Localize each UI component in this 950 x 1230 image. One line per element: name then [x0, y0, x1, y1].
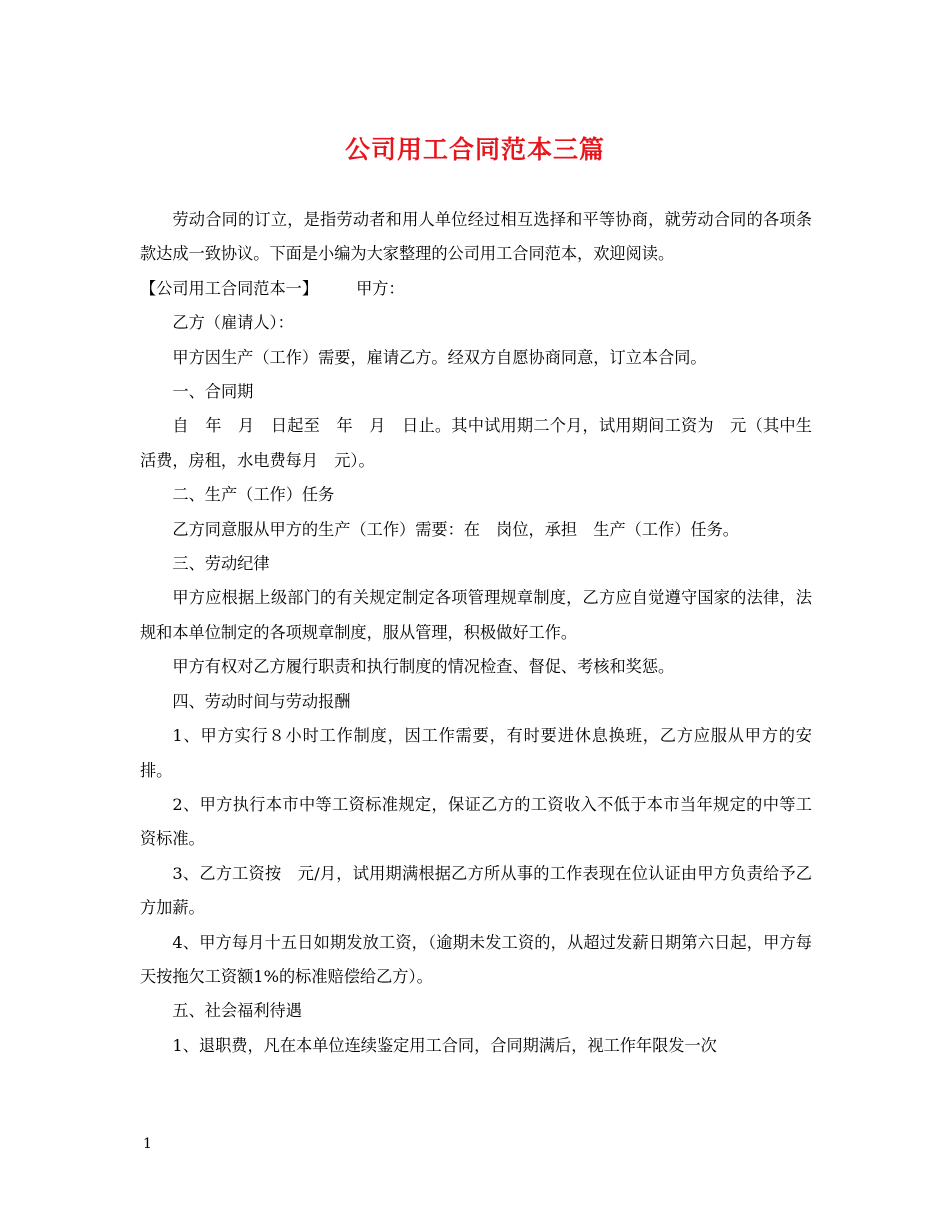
clause-heading-welfare: 五、社会福利待遇 [172, 1001, 302, 1021]
clause-discipline-text-1: 甲方应根据上级部门的有关规定制定各项管理规章制度，乙方应自觉遵守国家的法律，法规和本单位制定的各项规章制度，服从管理，积极做好工作。 [140, 588, 812, 642]
document-title: 公司用工合同范本三篇 [344, 135, 605, 164]
party-b-line: 乙方（雇请人）： [172, 313, 294, 333]
intro-paragraph: 劳动合同的订立，是指劳动者和用人单位经过相互选择和平等协商，就劳动合同的各项条款达成一致协议。下面是小编为大家整理的公司用工合同范本，欢迎阅读。 [140, 210, 812, 264]
page-number: 1 [143, 1136, 152, 1152]
clause-term-text: 自 年 月 日起至 年 月 日止。其中试用期二个月，试用期间工资为 元（其中生活费，房租，水电费每月 元）。 [140, 416, 812, 470]
section-heading-line [140, 272, 812, 306]
clause-task-text: 乙方同意服从甲方的生产（工作）需要：在 岗位，承担 生产（工作）任务。 [172, 519, 739, 539]
clause-heading-term: 一、合同期 [172, 382, 254, 402]
clause-discipline-text-2: 甲方有权对乙方履行职责和执行制度的情况检查、督促、考核和奖惩。 [172, 657, 675, 677]
party-a-label: 甲方： [356, 278, 405, 298]
clause-heading-task: 二、生产（工作）任务 [172, 485, 335, 505]
clause-hours-pay-item-1: 1、甲方实行８小时工作制度，因工作需要，有时要进休息换班，乙方应服从甲方的安排。 [140, 726, 812, 780]
clause-hours-pay-item-4: 4、甲方每月十五日如期发放工资，（逾期未发工资的，从超过发薪日期第六日起，甲方每天按拖欠工资额1%的标准赔偿给乙方）。 [140, 932, 812, 986]
clause-heading-hours-pay: 四、劳动时间与劳动报酬 [172, 691, 351, 711]
clause-hours-pay-item-2: 2、甲方执行本市中等工资标准规定，保证乙方的工资收入不低于本市当年规定的中等工资标准。 [140, 794, 812, 849]
clause-heading-discipline: 三、劳动纪律 [172, 554, 270, 574]
contract-purpose: 甲方因生产（工作）需要，雇请乙方。经双方自愿协商同意，订立本合同。 [172, 347, 707, 367]
document-body [140, 203, 812, 1063]
clause-welfare-item-1: 1、退职费，凡在本单位连续鉴定用工合同，合同期满后，视工作年限发一次 [172, 1035, 717, 1055]
section-heading: 【公司用工合同范本一】 [140, 278, 319, 298]
clause-hours-pay-item-3: 3、乙方工资按 元/月，试用期满根据乙方所从事的工作表现在位认证由甲方负责给予乙方加薪。 [140, 863, 812, 918]
